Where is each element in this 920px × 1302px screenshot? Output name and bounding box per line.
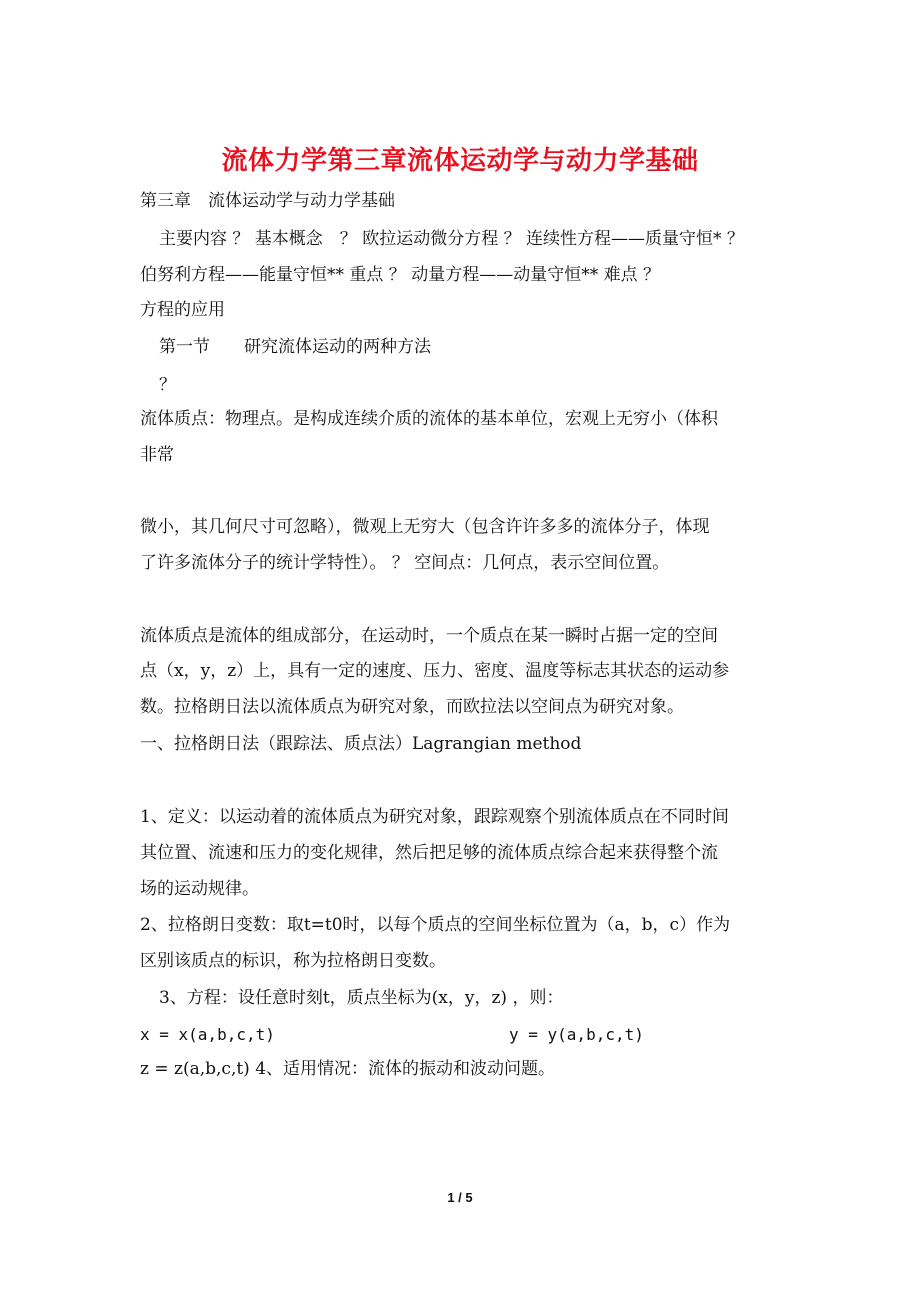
equation-intro: 3、方程：设任意时刻t，质点坐标为(x，y，z) ，则： (159, 988, 564, 1008)
composition-line-1: 流体质点是流体的组成部分，在运动时，一个质点在某一瞬时占据一定的空间 (140, 626, 718, 646)
composition-line-3: 数。拉格朗日法以流体质点为研究对象，而欧拉法以空间点为研究对象。 (140, 697, 684, 717)
section-heading: 第一节 研究流体运动的两种方法 (159, 337, 431, 357)
equation-x: x = x(a,b,c,t) (140, 1025, 275, 1044)
particle-line-2: 非常 (140, 445, 174, 465)
summary-line-3: 方程的应用 (140, 300, 225, 320)
question-mark: ？ (159, 375, 176, 395)
definition-line-3: 场的运动规律。 (140, 879, 259, 899)
chapter-heading: 第三章 流体运动学与动力学基础 (140, 191, 395, 211)
summary-line-2: 伯努利方程——能量守恒** 重点 ？ 动量方程——动量守恒** 难点 ？ (140, 265, 661, 285)
definition-line-2: 其位置、流速和压力的变化规律，然后把足够的流体质点综合起来获得整个流 (140, 843, 718, 863)
document-title: 流体力学第三章流体运动学与动力学基础 (221, 146, 699, 176)
variables-line-2: 区别该质点的标识，称为拉格朗日变数。 (140, 951, 446, 971)
particle-line-1: 流体质点：物理点。是构成连续介质的流体的基本单位，宏观上无穷小（体积 (140, 409, 718, 429)
summary-line-1: 主要内容 ？ 基本概念 ？ 欧拉运动微分方程 ？ 连续性方程——质量守恒* ？ (159, 229, 744, 249)
definition-line-1: 1、定义：以运动着的流体质点为研究对象，跟踪观察个别流体质点在不同时间 (140, 807, 729, 827)
micro-line-2: 了许多流体分子的统计学特性）。 ？ 空间点：几何点，表示空间位置。 (140, 553, 670, 573)
equation-y: y = y(a,b,c,t) (509, 1025, 644, 1044)
micro-line-1: 微小，其几何尺寸可忽略），微观上无穷大（包含许许多多的流体分子，体现 (140, 517, 710, 537)
variables-line-1: 2、拉格朗日变数：取t=t0时，以每个质点的空间坐标位置为（a，b，c）作为 (140, 915, 731, 935)
composition-line-2: 点（x，y，z）上，具有一定的速度、压力、密度、温度等标志其状态的运动参 (140, 661, 730, 681)
page-number: 1 / 5 (447, 1190, 473, 1205)
lagrange-heading: 一、拉格朗日法（跟踪法、质点法）Lagrangian method (140, 734, 582, 754)
equation-z-line: z = z(a,b,c,t) 4、适用情况：流体的振动和波动问题。 (140, 1059, 556, 1079)
